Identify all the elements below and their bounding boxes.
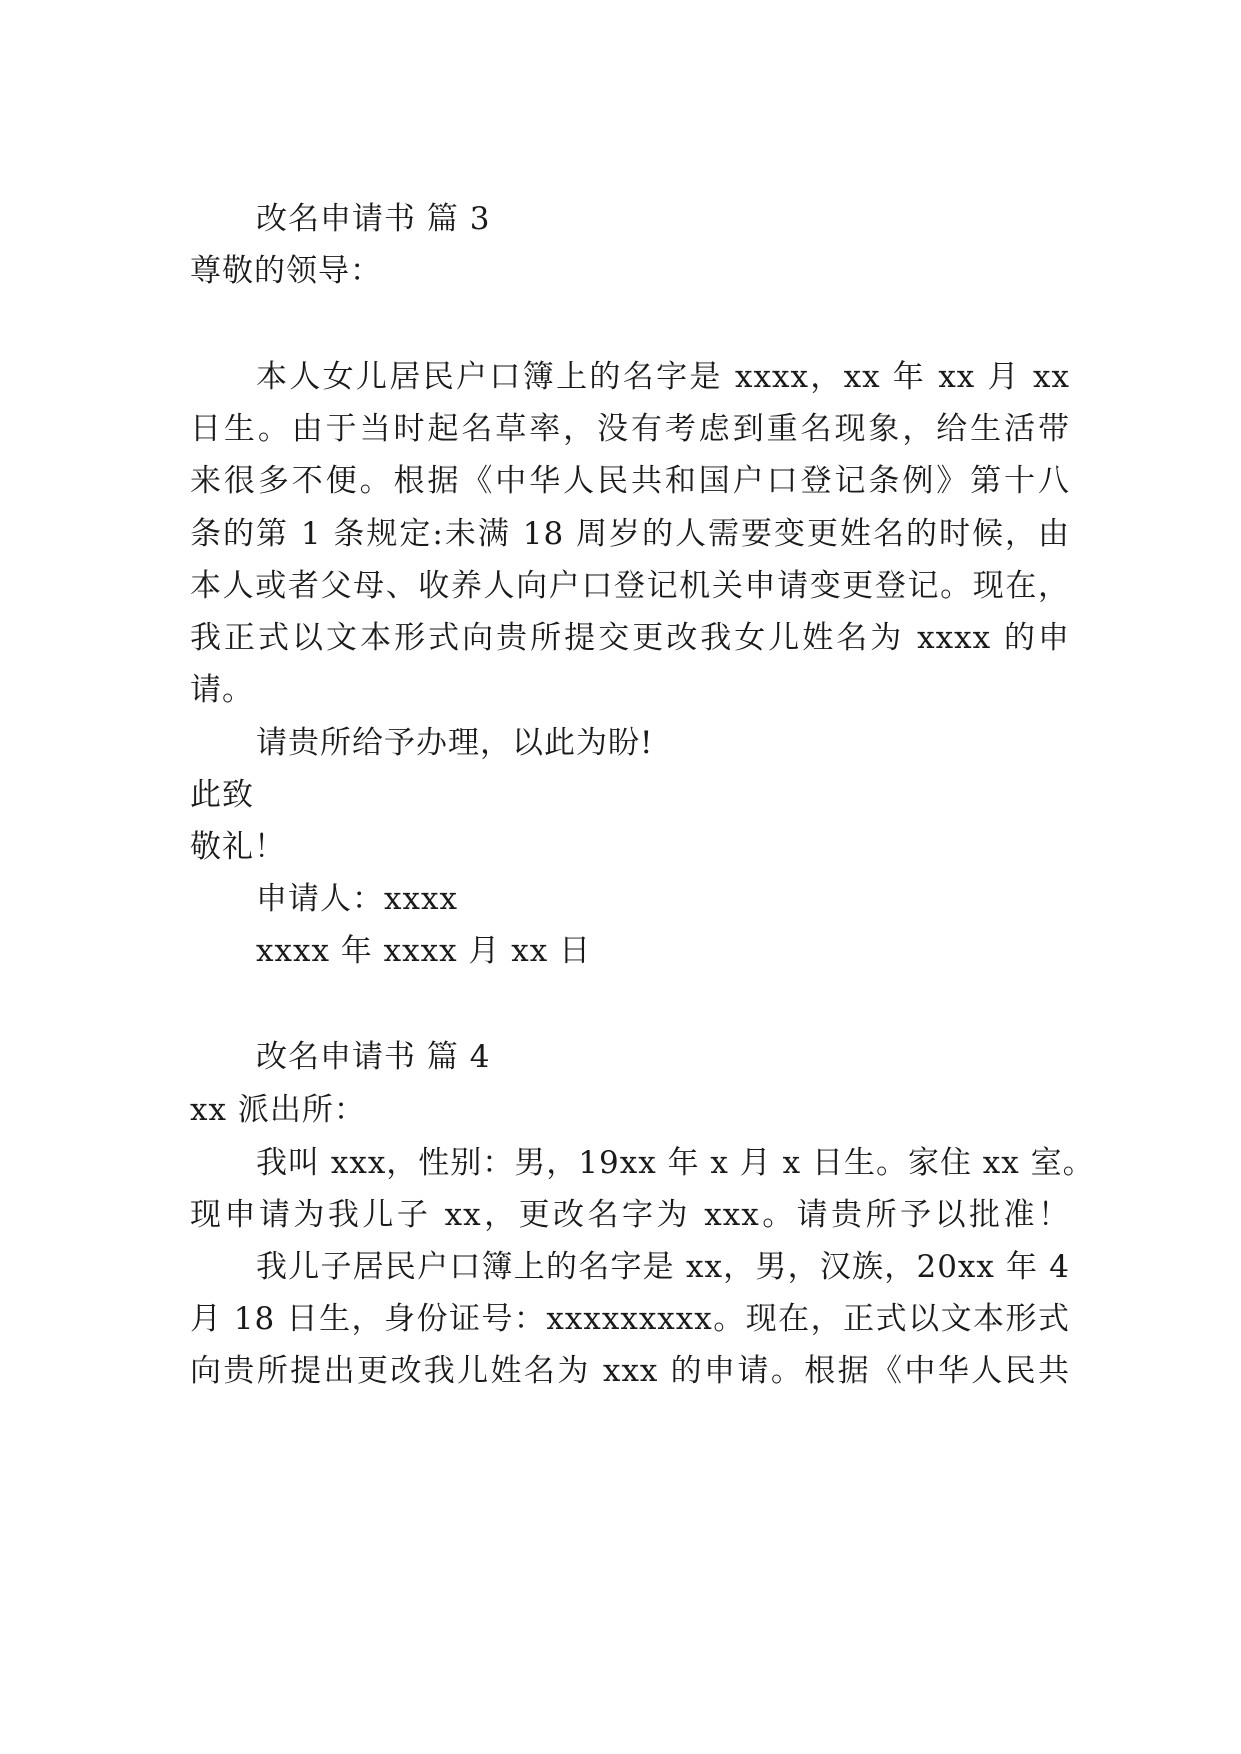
paragraph-line: 本人或者父母、收养人向户口登记机关申请变更登记。现在， bbox=[190, 568, 1070, 604]
closing-line: 敬礼！ bbox=[190, 829, 286, 865]
paragraph-line: 来很多不便。根据《中华人民共和国户口登记条例》第十八 bbox=[190, 463, 1070, 499]
section-heading: 改名申请书 篇 3 bbox=[256, 201, 491, 237]
paragraph-line: 我儿子居民户口簿上的名字是 xx，男，汉族，20xx 年 4 bbox=[256, 1249, 1070, 1285]
paragraph-line: 条的第 1 条规定:未满 18 周岁的人需要变更姓名的时候，由 bbox=[190, 516, 1070, 552]
section-heading: 改名申请书 篇 4 bbox=[256, 1039, 491, 1075]
paragraph-line: 请。 bbox=[190, 672, 254, 708]
salutation: xx 派出所： bbox=[190, 1092, 366, 1128]
paragraph-line: 现申请为我儿子 xx，更改名字为 xxx。请贵所予以批准！ bbox=[190, 1197, 1070, 1233]
applicant-line: 申请人：xxxx bbox=[256, 881, 458, 917]
closing-line: 此致 bbox=[190, 777, 254, 813]
paragraph-line: 向贵所提出更改我儿姓名为 xxx 的申请。根据《中华人民共 bbox=[190, 1353, 1070, 1389]
paragraph-line: 月 18 日生，身份证号：xxxxxxxxx。现在，正式以文本形式 bbox=[190, 1301, 1070, 1337]
paragraph-line: 我叫 xxx，性别：男，19xx 年 x 月 x 日生。家住 xx 室。 bbox=[256, 1145, 1095, 1181]
paragraph-line: 我正式以文本形式向贵所提交更改我女儿姓名为 xxxx 的申 bbox=[190, 620, 1070, 656]
request-line: 请贵所给予办理，以此为盼! bbox=[256, 725, 654, 761]
salutation: 尊敬的领导： bbox=[190, 253, 382, 289]
date-line: xxxx 年 xxxx 月 xx 日 bbox=[256, 933, 592, 969]
paragraph-line: 本人女儿居民户口簿上的名字是 xxxx，xx 年 xx 月 xx bbox=[256, 359, 1070, 395]
paragraph-line: 日生。由于当时起名草率，没有考虑到重名现象，给生活带 bbox=[190, 411, 1070, 447]
